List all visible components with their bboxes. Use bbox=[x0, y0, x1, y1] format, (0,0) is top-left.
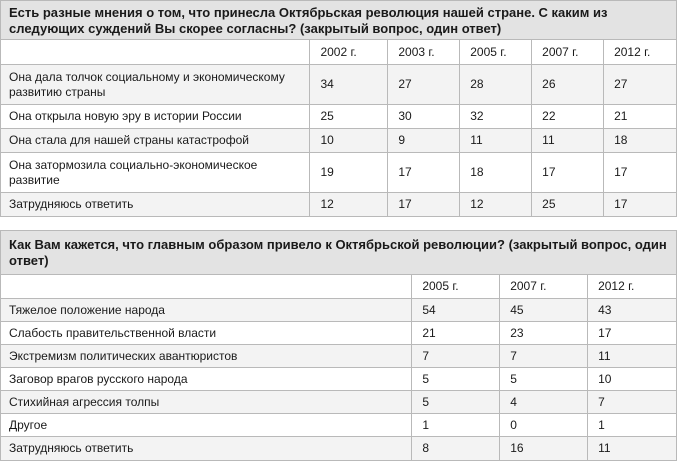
table1-year-header: 2003 г. bbox=[388, 40, 460, 65]
row-label: Другое bbox=[1, 414, 412, 437]
row-label: Она открыла новую эру в истории России bbox=[1, 105, 310, 129]
table2-year-header: 2012 г. bbox=[588, 275, 677, 299]
table1-header-row bbox=[1, 40, 677, 65]
table-row bbox=[1, 391, 677, 414]
table-row bbox=[1, 153, 677, 193]
cell-value: 5 bbox=[500, 368, 588, 391]
table-row bbox=[1, 193, 677, 217]
row-label: Затрудняюсь ответить bbox=[1, 193, 310, 217]
cell-value: 1 bbox=[412, 414, 500, 437]
table2-title: Как Вам кажется, что главным образом привело к Октябрьской революции? (закрытый вопрос, один ответ) bbox=[1, 231, 677, 275]
table2-header-row bbox=[1, 275, 677, 299]
row-label: Она стала для нашей страны катастрофой bbox=[1, 129, 310, 153]
table-row bbox=[1, 414, 677, 437]
cell-value: 27 bbox=[388, 65, 460, 105]
cell-value: 25 bbox=[310, 105, 388, 129]
cell-value: 27 bbox=[604, 65, 677, 105]
cell-value: 18 bbox=[604, 129, 677, 153]
cell-value: 32 bbox=[460, 105, 532, 129]
row-label: Затрудняюсь ответить bbox=[1, 437, 412, 461]
cell-value: 7 bbox=[588, 391, 677, 414]
row-label: Слабость правительственной власти bbox=[1, 322, 412, 345]
cell-value: 34 bbox=[310, 65, 388, 105]
cell-value: 4 bbox=[500, 391, 588, 414]
table-row bbox=[1, 345, 677, 368]
table-row bbox=[1, 105, 677, 129]
cell-value: 11 bbox=[588, 437, 677, 461]
cell-value: 17 bbox=[388, 193, 460, 217]
cell-value: 17 bbox=[588, 322, 677, 345]
table-row bbox=[1, 299, 677, 322]
cell-value: 11 bbox=[532, 129, 604, 153]
row-label: Экстремизм политических авантюристов bbox=[1, 345, 412, 368]
table1-year-header: 2005 г. bbox=[460, 40, 532, 65]
cell-value: 18 bbox=[460, 153, 532, 193]
cell-value: 28 bbox=[460, 65, 532, 105]
cell-value: 8 bbox=[412, 437, 500, 461]
cell-value: 12 bbox=[460, 193, 532, 217]
table1-year-header: 2007 г. bbox=[532, 40, 604, 65]
cell-value: 10 bbox=[588, 368, 677, 391]
cell-value: 26 bbox=[532, 65, 604, 105]
cell-value: 5 bbox=[412, 391, 500, 414]
cell-value: 17 bbox=[604, 153, 677, 193]
cell-value: 54 bbox=[412, 299, 500, 322]
row-label: Стихийная агрессия толпы bbox=[1, 391, 412, 414]
table1-year-header: 2012 г. bbox=[604, 40, 677, 65]
cell-value: 43 bbox=[588, 299, 677, 322]
cell-value: 5 bbox=[412, 368, 500, 391]
row-label: Она дала толчок социальному и экономическому развитию страны bbox=[1, 65, 310, 105]
cell-value: 22 bbox=[532, 105, 604, 129]
cell-value: 10 bbox=[310, 129, 388, 153]
cell-value: 45 bbox=[500, 299, 588, 322]
cell-value: 11 bbox=[588, 345, 677, 368]
cell-value: 7 bbox=[500, 345, 588, 368]
cell-value: 16 bbox=[500, 437, 588, 461]
row-label: Заговор врагов русского народа bbox=[1, 368, 412, 391]
table1-title: Есть разные мнения о том, что принесла Октябрьская революция нашей стране. С каким из следующих суждений Вы скорее согласны? (закрытый вопрос, один ответ) bbox=[1, 1, 677, 40]
opinion-table-revolution-results bbox=[0, 0, 677, 217]
cell-value: 17 bbox=[532, 153, 604, 193]
table2-year-header: 2005 г. bbox=[412, 275, 500, 299]
table-row bbox=[1, 129, 677, 153]
cell-value: 17 bbox=[604, 193, 677, 217]
cell-value: 11 bbox=[460, 129, 532, 153]
cell-value: 9 bbox=[388, 129, 460, 153]
row-label: Она затормозила социально-экономическое развитие bbox=[1, 153, 310, 193]
cell-value: 21 bbox=[412, 322, 500, 345]
table-row bbox=[1, 65, 677, 105]
cell-value: 1 bbox=[588, 414, 677, 437]
opinion-table-revolution-causes bbox=[0, 230, 677, 461]
table-row bbox=[1, 322, 677, 345]
cell-value: 19 bbox=[310, 153, 388, 193]
table-row bbox=[1, 437, 677, 461]
row-label: Тяжелое положение народа bbox=[1, 299, 412, 322]
cell-value: 30 bbox=[388, 105, 460, 129]
cell-value: 0 bbox=[500, 414, 588, 437]
cell-value: 7 bbox=[412, 345, 500, 368]
cell-value: 12 bbox=[310, 193, 388, 217]
table-row bbox=[1, 368, 677, 391]
cell-value: 21 bbox=[604, 105, 677, 129]
cell-value: 25 bbox=[532, 193, 604, 217]
table1-year-header: 2002 г. bbox=[310, 40, 388, 65]
table2-year-header: 2007 г. bbox=[500, 275, 588, 299]
cell-value: 17 bbox=[388, 153, 460, 193]
cell-value: 23 bbox=[500, 322, 588, 345]
